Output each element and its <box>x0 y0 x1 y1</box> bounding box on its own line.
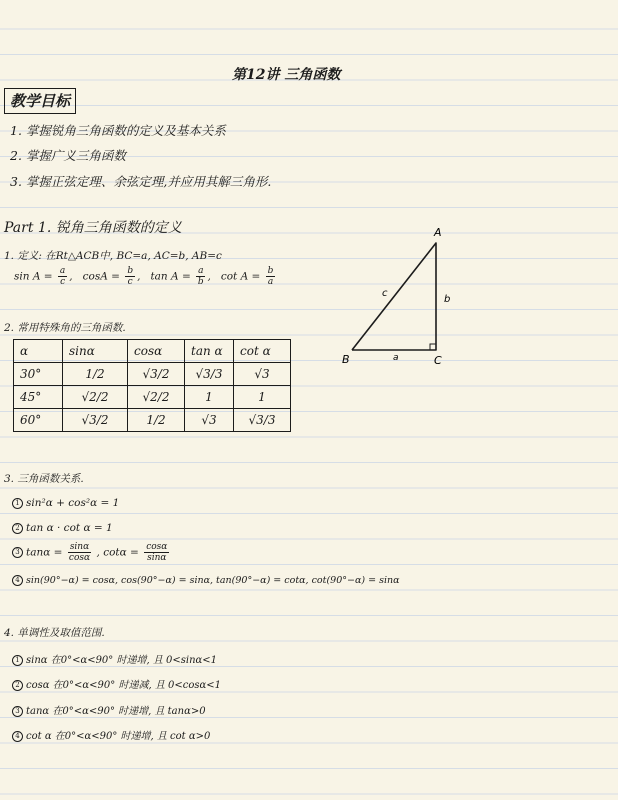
monotonic-item <box>12 702 206 717</box>
tan-def-fraction <box>196 266 205 287</box>
table-cell: √2/2 <box>63 386 128 409</box>
fraction-numerator: cosα <box>146 542 168 552</box>
table-cell: 30° <box>14 363 63 386</box>
right-triangle-diagram <box>330 222 470 372</box>
right-angle-marker <box>430 344 436 350</box>
sin-def-label: sin A = <box>14 270 53 283</box>
circled-number-4: 4 <box>12 731 23 742</box>
separator: , <box>69 270 73 283</box>
vertex-b-label: B <box>342 353 350 366</box>
fraction-denominator: a <box>267 277 274 287</box>
circled-number-2: 2 <box>12 523 23 534</box>
monotonic-item <box>12 651 217 666</box>
cos-def-label: cosA = <box>82 270 120 283</box>
fraction-numerator: sinα <box>69 542 90 552</box>
part1-heading: Part 1. 锐角三角函数的定义 <box>4 220 182 236</box>
table-header-cell: cot α <box>234 340 291 363</box>
relation-text: tan α · cot α = 1 <box>26 522 113 534</box>
fraction-numerator: b <box>267 266 274 276</box>
separator: , <box>137 270 141 283</box>
tan-def-label: tan A = <box>150 270 191 283</box>
fraction-denominator: b <box>197 277 204 287</box>
vertex-c-label: C <box>434 354 442 367</box>
fraction-denominator: cosα <box>68 553 91 563</box>
goal-item: 3. 掌握正弦定理、余弦定理,并应用其解三角形. <box>10 174 272 189</box>
special-angles-heading: 2. 常用特殊角的三角函数. <box>4 322 126 334</box>
table-row <box>14 363 291 386</box>
goals-heading: 教学目标 <box>4 88 76 114</box>
monotonic-item <box>12 727 210 742</box>
table-cell: 1/2 <box>128 409 185 432</box>
cot-def-fraction <box>266 266 276 287</box>
circled-number-3: 3 <box>12 706 23 717</box>
circled-number-1: 1 <box>12 655 23 666</box>
table-cell: √3 <box>185 409 234 432</box>
relation-text: , cotα = <box>96 546 139 559</box>
page-title: 第12讲 三角函数 <box>232 67 341 83</box>
table-cell: 60° <box>14 409 63 432</box>
cos-def-fraction <box>125 266 135 287</box>
fraction-numerator: a <box>59 266 66 276</box>
fraction-numerator: a <box>198 266 204 276</box>
table-cell: √3/2 <box>128 363 185 386</box>
monotonic-item <box>12 676 221 691</box>
table-cell: √3/2 <box>63 409 128 432</box>
monotonic-text: sinα 在0°<α<90° 时递增, 且 0<sinα<1 <box>26 655 218 666</box>
circled-number-4: 4 <box>12 575 23 586</box>
table-cell: 45° <box>14 386 63 409</box>
table-header-row <box>14 340 291 363</box>
table-header-cell: tan α <box>185 340 234 363</box>
relations-heading: 3. 三角函数关系. <box>4 473 84 485</box>
table-cell: 1/2 <box>63 363 128 386</box>
sin-def-fraction <box>58 266 67 287</box>
table-cell: √3/3 <box>185 363 234 386</box>
table-header-cell: sinα <box>63 340 128 363</box>
relation-item <box>12 542 171 563</box>
relation-item <box>12 575 400 586</box>
relation-text: tanα = <box>26 546 63 559</box>
table-header-cell: α <box>14 340 63 363</box>
cot-ratio-fraction <box>144 542 169 563</box>
monotonic-text: cosα 在0°<α<90° 时递减, 且 0<cosα<1 <box>26 680 221 691</box>
side-c-label: c <box>382 288 388 299</box>
relation-text: sin²α + cos²α = 1 <box>26 497 120 509</box>
table-row <box>14 386 291 409</box>
circled-number-1: 1 <box>12 498 23 509</box>
vertex-a-label: A <box>434 226 442 239</box>
separator: , <box>207 270 211 283</box>
fraction-denominator: c <box>127 277 133 287</box>
side-a-label: a <box>393 353 399 363</box>
table-cell: √2/2 <box>128 386 185 409</box>
fraction-denominator: c <box>60 277 66 287</box>
tan-ratio-fraction <box>68 542 91 563</box>
fraction-denominator: sinα <box>147 553 167 563</box>
relation-item <box>12 497 119 509</box>
goal-item: 2. 掌握广义三角函数 <box>10 148 126 163</box>
table-cell: 1 <box>234 386 291 409</box>
fraction-numerator: b <box>127 266 134 276</box>
table-row <box>14 409 291 432</box>
table-cell: √3/3 <box>234 409 291 432</box>
relation-item <box>12 522 113 534</box>
triangle-outline <box>352 243 436 350</box>
ratio-definitions <box>14 266 277 287</box>
relation-text: sin(90°−α) = cosα, cos(90°−α) = sinα, tan(90°−α) = cotα, cot(90°−α) = sinα <box>26 575 400 586</box>
goal-item: 1. 掌握锐角三角函数的定义及基本关系 <box>10 123 226 138</box>
circled-number-3: 3 <box>12 547 23 558</box>
circled-number-2: 2 <box>12 680 23 691</box>
special-angles-table <box>13 339 291 432</box>
table-header-cell: cosα <box>128 340 185 363</box>
monotonic-heading: 4. 单调性及取值范围. <box>4 627 105 639</box>
monotonic-text: cot α 在0°<α<90° 时递增, 且 cot α>0 <box>26 731 211 742</box>
table-cell: √3 <box>234 363 291 386</box>
side-b-label: b <box>444 294 451 305</box>
cot-def-label: cot A = <box>220 270 261 283</box>
monotonic-text: tanα 在0°<α<90° 时递增, 且 tanα>0 <box>26 706 206 717</box>
table-cell: 1 <box>185 386 234 409</box>
definition-text: 1. 定义: 在Rt△ACB中, BC=a, AC=b, AB=c <box>4 250 222 262</box>
